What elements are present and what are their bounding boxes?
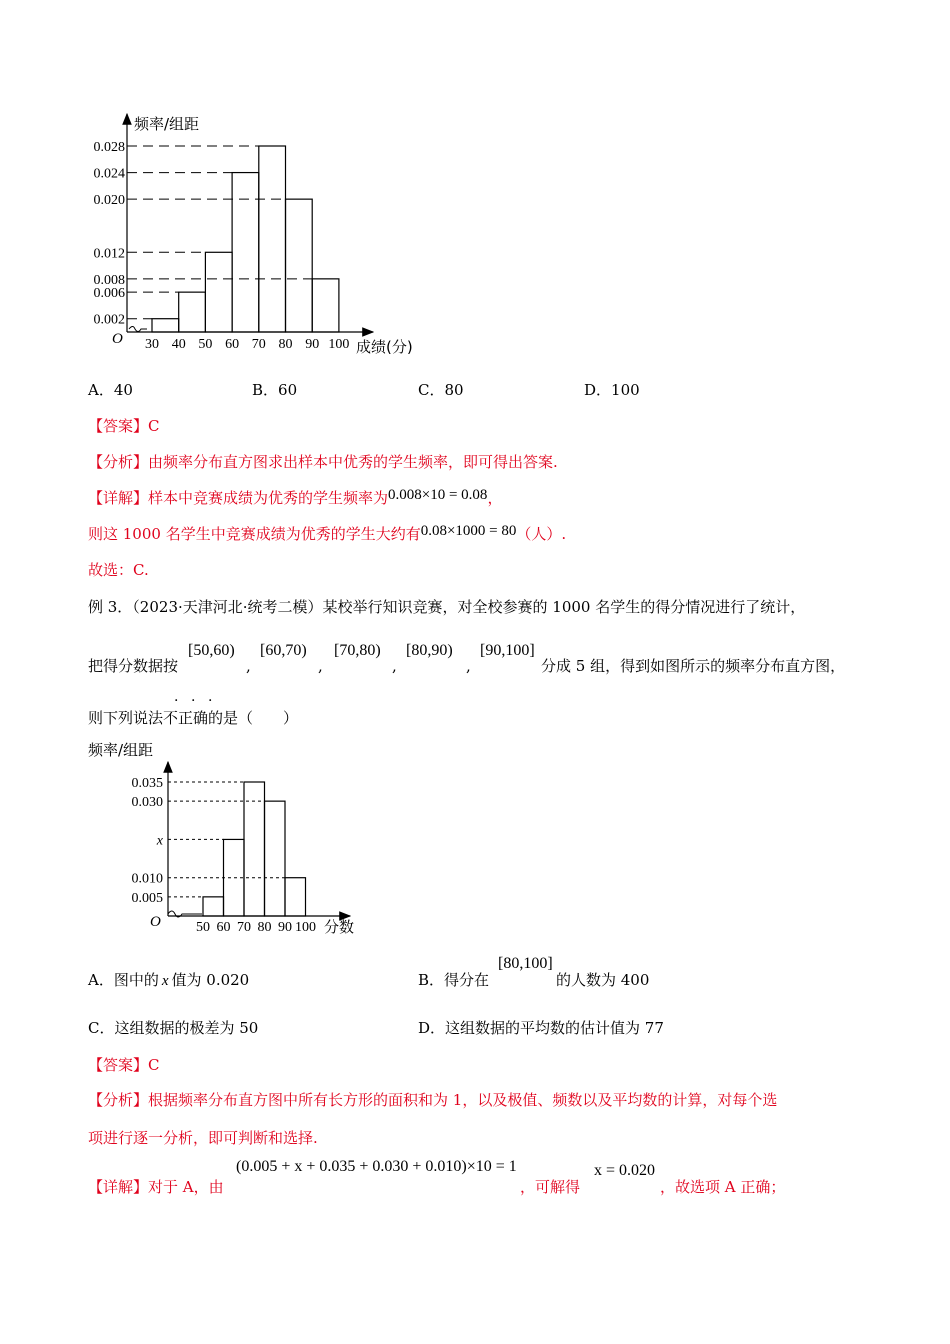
q2-detail-suffix: ， [487,489,503,507]
q2-detail-math: 0.008×10 = 0.08 [388,487,488,503]
x-tick-label: 50 [196,920,210,935]
histogram-bar [203,897,224,916]
histogram-bar [179,292,206,332]
y-axis-label: 频率/组距 [134,115,200,133]
q2-final: 故选：C. [88,561,149,579]
q3-opt-a-prefix: A．图中的 [88,971,159,989]
y-tick-label: 0.035 [131,776,163,791]
q3-opt-b-prefix: B．得分在 [418,971,490,989]
histogram-bar [312,279,339,332]
q3-opt-a-suffix: 值为 0.020 [171,971,250,989]
q3-interval-4: [80,90) [406,642,453,659]
x-tick-label: 40 [171,337,186,352]
y-tick-label: 0.012 [93,246,125,262]
q3-interval-5: [90,100] [480,642,535,659]
y-tick-label: 0.010 [131,871,163,887]
q2-analysis: 【分析】由频率分布直方图求出样本中优秀的学生频率，即可得出答案. [88,453,558,471]
q3-detail-suffix: ，故选项 A 正确； [660,1178,786,1196]
q2-option-b: B．60 [252,381,298,399]
y-tick-label: x [156,833,163,849]
q3-detail-prefix: 【详解】对于 A，由 [88,1178,224,1196]
histogram-chart-2 [0,730,950,945]
comma-1: , [246,657,251,675]
q2-line2-math: 0.08×1000 = 80 [420,523,517,539]
q3-stem-line-2 [88,656,178,676]
x-tick-label: 90 [278,920,292,935]
q3-detail-math: (0.005 + x + 0.035 + 0.030 + 0.010)×10 = 1 [236,1158,517,1175]
y-tick-label: 0.005 [131,890,163,906]
q3-interval-1: [50,60) [188,642,235,659]
q3-opt-a-var: x [161,973,169,989]
histogram-bar [244,782,265,916]
y-tick-label: 0.024 [93,166,125,182]
q2-detail-line-2 [88,524,566,545]
q3-option-d: D．这组数据的平均数的估计值为 77 [418,1019,664,1037]
q3-interval-3: [70,80) [334,642,381,659]
histogram-bar [286,199,313,332]
q2-option-a: A．40 [88,381,133,399]
q3-stem-line-1: 例 3．（2023·天津河北·统考二模）某校举行知识竞赛，对全校参赛的 1000 名学生的得分情况进行了统计， [88,598,806,616]
y-tick-label: 0.002 [93,312,125,328]
histogram-bar [285,878,306,916]
q3-opt-b-interval: [80,100] [498,955,553,972]
origin-label: O [150,914,161,930]
emphasis-dot: · [208,693,213,709]
q3-option-c: C．这组数据的极差为 50 [88,1019,259,1037]
q3-stem-line2-suffix: 分成 5 组，得到如图所示的频率分布直方图， [541,657,846,675]
x-tick-label: 60 [225,337,240,352]
q2-line2-suffix: （人）. [516,525,567,543]
x-axis-label: 成绩(分) [356,338,413,356]
q3-analysis-line-2: 项进行逐一分析，即可判断和选择. [88,1129,318,1147]
emphasis-dot: · [174,693,179,709]
histogram-chart-1 [0,0,950,370]
q2-detail-prefix: 【详解】样本中竞赛成绩为优秀的学生频率为 [88,489,389,507]
origin-label: O [112,331,123,347]
q2-line2-prefix: 则这 1000 名学生中竞赛成绩为优秀的学生大约有 [88,525,421,543]
histogram-bar [205,252,232,332]
q3-option-a [88,970,249,991]
x-tick-label: 100 [328,337,350,352]
comma-4: , [466,657,471,675]
q3-interval-2: [60,70) [260,642,307,659]
y-tick-label: 0.008 [93,272,125,288]
x-tick-label: 90 [305,337,320,352]
emphasis-dot: · [191,693,196,709]
y-tick-label: 0.030 [131,795,163,811]
x-axis-label: 分数 [324,918,355,936]
histogram-bar [232,173,259,332]
y-tick-label: 0.028 [93,140,125,155]
x-tick-label: 100 [295,920,316,935]
x-tick-label: 80 [278,337,293,352]
q3-analysis-line-1: 【分析】根据频率分布直方图中所有长方形的面积和为 1，以及极值、频数以及平均数的计算，对每个选 [88,1091,778,1109]
x-tick-label: 50 [198,337,213,352]
histogram-bar [265,801,286,916]
q3-stem-line2-prefix: 把得分数据按 [88,657,179,675]
x-tick-label: 80 [257,920,272,935]
q2-option-d: D．100 [584,381,640,399]
q3-detail-math-2: x = 0.020 [594,1162,656,1179]
x-tick-label: 70 [237,920,251,935]
comma-2: , [318,657,323,675]
comma-3: , [392,657,397,675]
y-axis-label: 频率/组距 [88,741,154,759]
q2-detail-line [88,488,502,509]
y-tick-label: 0.006 [93,286,125,302]
histogram-bar [259,146,286,332]
q2-answer: 【答案】C [88,417,160,435]
axis-break-icon [129,327,147,332]
y-tick-label: 0.020 [93,193,125,209]
q3-stem-line-3: 则下列说法不正确的是（ ） [88,709,299,727]
q3-answer: 【答案】C [88,1056,160,1074]
x-tick-label: 60 [216,920,231,935]
histogram-bar [152,319,179,332]
q3-option-b [418,970,489,990]
q2-option-c: C．80 [418,381,464,399]
q3-opt-b-suffix: 的人数为 400 [556,971,650,989]
q3-detail-mid: ，可解得 [520,1178,581,1196]
x-tick-label: 70 [251,337,266,352]
x-tick-label: 30 [145,337,159,352]
